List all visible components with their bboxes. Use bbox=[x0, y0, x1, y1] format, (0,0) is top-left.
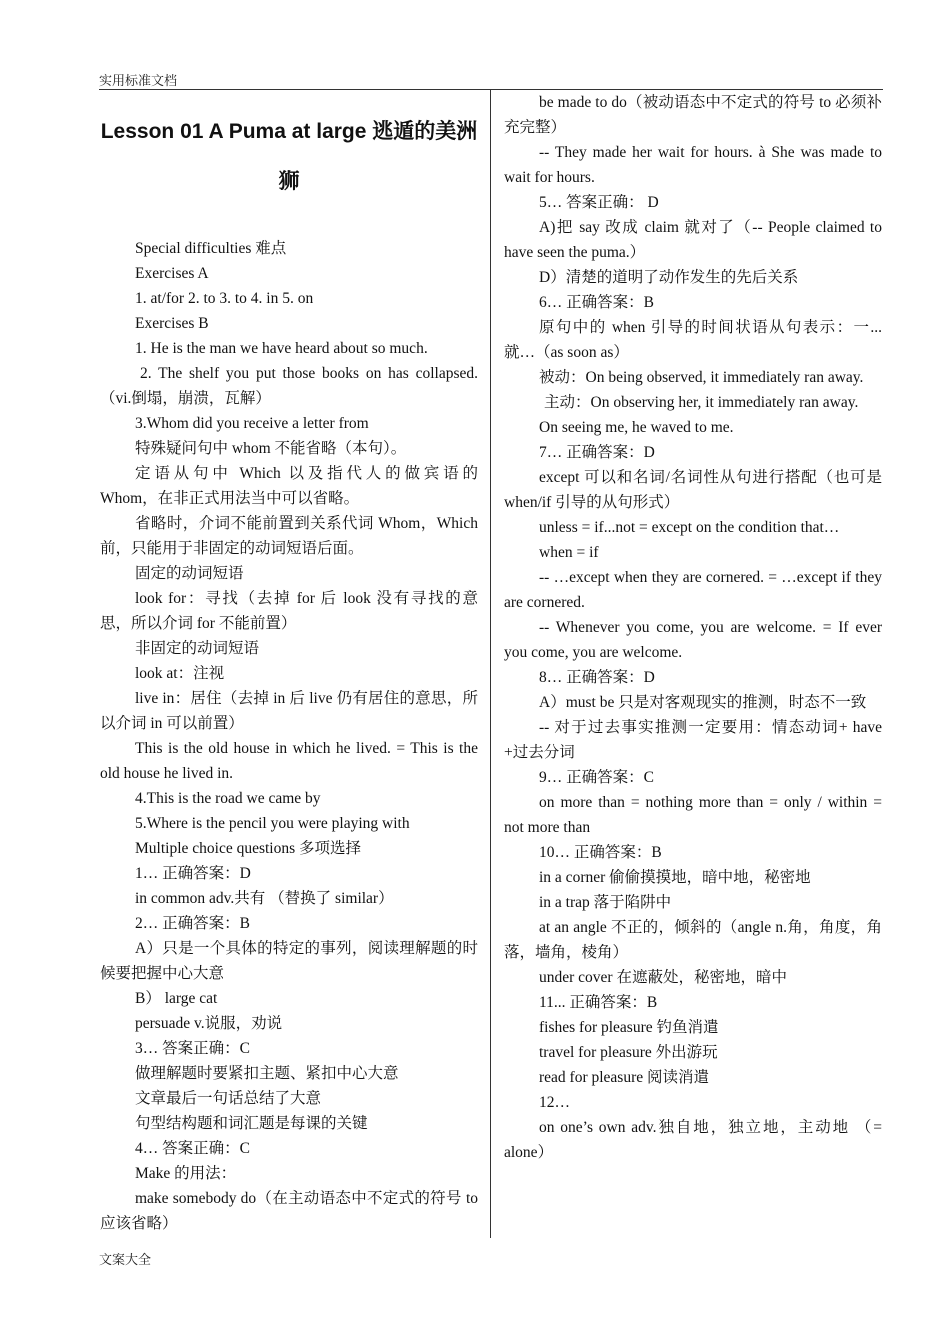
text-paragraph: Special difficulties 难点 bbox=[135, 240, 287, 257]
text-paragraph: 被动：On being observed, it immediately ran away. bbox=[539, 369, 864, 386]
text-paragraph: at an angle 不正的，倾斜的（angle n.角，角度，角落，墙角，棱角） bbox=[504, 919, 882, 961]
text-paragraph: 主动：On observing her, it immediately ran away. bbox=[544, 394, 859, 411]
text-paragraph: 1. at/for 2. to 3. to 4. in 5. on bbox=[135, 290, 314, 307]
text-paragraph: when = if bbox=[539, 544, 599, 561]
text-paragraph: 7… 正确答案：D bbox=[539, 444, 655, 461]
text-paragraph: 2. The shelf you put those books on has collapsed.（vi.倒塌，崩溃，瓦解） bbox=[100, 365, 478, 407]
text-paragraph: 8… 正确答案：D bbox=[539, 669, 655, 686]
text-paragraph: travel for pleasure 外出游玩 bbox=[539, 1044, 718, 1061]
text-paragraph: 省略时，介词不能前置到关系代词 Whom，Which 前，只能用于非固定的动词短语后面。 bbox=[100, 515, 478, 557]
text-paragraph: D）清楚的道明了动作发生的先后关系 bbox=[539, 269, 799, 286]
text-paragraph: in a trap 落于陷阱中 bbox=[539, 894, 672, 911]
text-paragraph: live in：居住（去掉 in 后 live 仍有居住的意思，所以介词 in 可以前置） bbox=[100, 690, 478, 732]
text-paragraph: 做理解题时要紧扣主题、紧扣中心大意 bbox=[135, 1065, 399, 1082]
text-paragraph: 非固定的动词短语 bbox=[135, 640, 260, 657]
text-paragraph: unless = if...not = except on the condition that… bbox=[539, 519, 840, 536]
text-paragraph: 3… 答案正确：C bbox=[135, 1040, 250, 1057]
text-paragraph: persuade v.说服，劝说 bbox=[135, 1015, 283, 1032]
text-paragraph: 3.Whom did you receive a letter from bbox=[135, 415, 369, 432]
text-paragraph: be made to do（被动语态中不定式的符号 to 必须补充完整） bbox=[504, 94, 882, 136]
text-paragraph: read for pleasure 阅读消遣 bbox=[539, 1069, 710, 1086]
text-paragraph: under cover 在遮蔽处，秘密地，暗中 bbox=[539, 969, 787, 986]
text-paragraph: B） large cat bbox=[135, 990, 218, 1007]
text-paragraph: 5.Where is the pencil you were playing with bbox=[135, 815, 410, 832]
text-paragraph: 12… bbox=[539, 1094, 570, 1111]
text-paragraph: -- …except when they are cornered. = …except if they are cornered. bbox=[504, 569, 882, 611]
text-paragraph: -- Whenever you come, you are welcome. = If ever you come, you are welcome. bbox=[504, 619, 882, 661]
text-paragraph: This is the old house in which he lived. = This is the old house he lived in. bbox=[100, 740, 478, 782]
text-paragraph: 固定的动词短语 bbox=[135, 565, 244, 582]
text-paragraph: Exercises B bbox=[135, 315, 209, 332]
left-column bbox=[100, 90, 478, 1236]
right-column-body bbox=[504, 90, 882, 1165]
text-paragraph: Make 的用法： bbox=[135, 1165, 237, 1182]
text-paragraph: except 可以和名词/名词性从句进行搭配（也可是 when/if 引导的从句形式） bbox=[504, 469, 882, 511]
text-paragraph: 4.This is the road we came by bbox=[135, 790, 321, 807]
text-paragraph: look for：寻找（去掉 for 后 look 没有寻找的意思，所以介词 for 不能前置） bbox=[100, 590, 478, 632]
text-paragraph: 9… 正确答案：C bbox=[539, 769, 654, 786]
text-paragraph: 1… 正确答案：D bbox=[135, 865, 251, 882]
text-paragraph: on more than = nothing more than = only / within = not more than bbox=[504, 794, 882, 836]
text-paragraph: -- 对于过去事实推测一定要用：情态动词+ have +过去分词 bbox=[504, 719, 882, 761]
text-paragraph: 原句中的 when 引导的时间状语从句表示：一...就…（as soon as） bbox=[504, 319, 882, 361]
text-paragraph: A)把 say 改成 claim 就对了（-- People claimed to have seen the puma.） bbox=[504, 219, 882, 261]
text-paragraph: 定语从句中 Which 以及指代人的做宾语的 Whom，在非正式用法当中可以省略。 bbox=[100, 465, 478, 507]
text-paragraph: 6… 正确答案：B bbox=[539, 294, 654, 311]
right-column bbox=[504, 90, 882, 1165]
text-paragraph: Multiple choice questions 多项选择 bbox=[135, 840, 362, 857]
text-paragraph: On seeing me, he waved to me. bbox=[539, 419, 734, 436]
text-paragraph: 10… 正确答案：B bbox=[539, 844, 662, 861]
page-header: 实用标准文档 bbox=[99, 73, 178, 88]
text-paragraph: 文章最后一句话总结了大意 bbox=[135, 1090, 322, 1107]
column-divider bbox=[490, 90, 491, 1238]
text-paragraph: 1. He is the man we have heard about so much. bbox=[135, 340, 428, 357]
left-column-body bbox=[100, 236, 478, 1236]
text-paragraph: -- They made her wait for hours. à She was made to wait for hours. bbox=[504, 144, 882, 186]
text-paragraph: fishes for pleasure 钓鱼消遣 bbox=[539, 1019, 719, 1036]
text-paragraph: 5… 答案正确： D bbox=[539, 194, 659, 211]
page-footer: 文案大全 bbox=[99, 1252, 152, 1267]
text-paragraph: make somebody do（在主动语态中不定式的符号 to 应该省略） bbox=[100, 1190, 478, 1232]
text-paragraph: on one’s own adv.独自地，独立地，主动地 （= alone） bbox=[504, 1119, 882, 1161]
text-paragraph: Exercises A bbox=[135, 265, 209, 282]
lesson-title: Lesson 01 A Puma at large 逃遁的美洲狮 bbox=[100, 120, 478, 193]
text-paragraph: 11... 正确答案：B bbox=[539, 994, 658, 1011]
text-paragraph: A）只是一个具体的特定的事列，阅读理解题的时候要把握中心大意 bbox=[100, 940, 478, 982]
text-paragraph: in a corner 偷偷摸摸地，暗中地，秘密地 bbox=[539, 869, 811, 886]
text-paragraph: 4… 答案正确：C bbox=[135, 1140, 250, 1157]
text-paragraph: in common adv.共有 （替换了 similar） bbox=[135, 890, 394, 907]
text-paragraph: 句型结构题和词汇题是每课的关键 bbox=[135, 1115, 368, 1132]
text-paragraph: 2… 正确答案：B bbox=[135, 915, 250, 932]
text-paragraph: look at：注视 bbox=[135, 665, 225, 682]
text-paragraph: 特殊疑问句中 whom 不能省略（本句）。 bbox=[135, 440, 407, 457]
text-paragraph: A）must be 只是对客观现实的推测，时态不一致 bbox=[539, 694, 867, 711]
